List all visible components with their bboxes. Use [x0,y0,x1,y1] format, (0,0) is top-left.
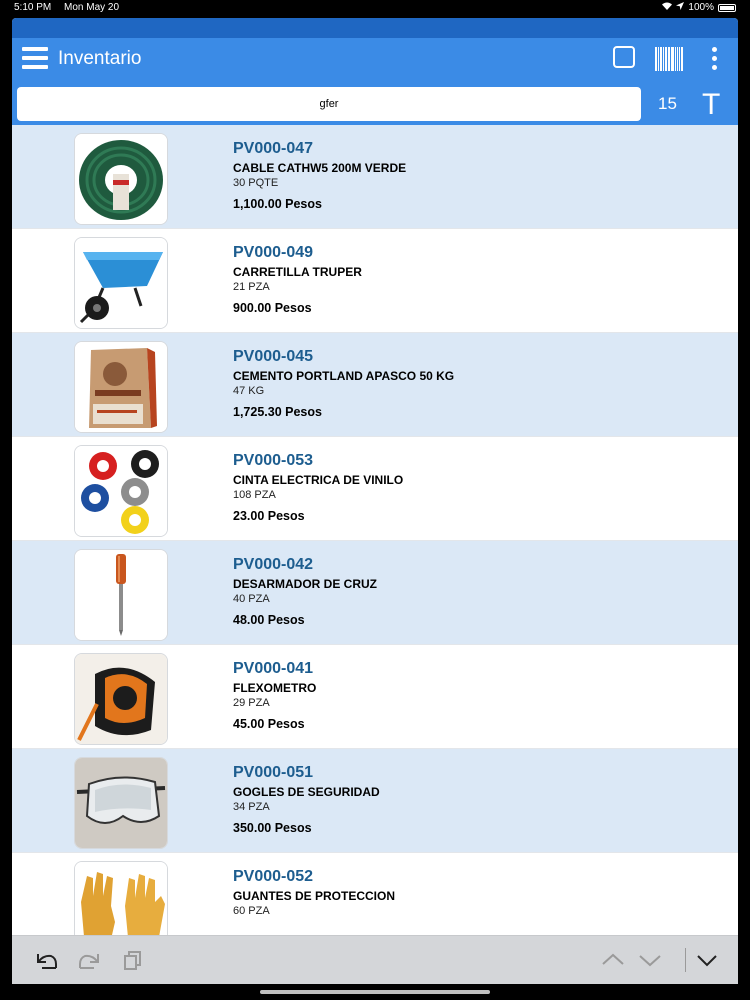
item-qty: 21 PZA [233,281,270,293]
item-price: 48.00 Pesos [233,613,305,627]
item-qty: 47 KG [233,385,265,397]
dismiss-keyboard-icon[interactable] [694,948,720,972]
status-date: Mon May 20 [64,2,120,13]
list-item[interactable] [12,749,738,853]
item-name: GUANTES DE PROTECCION [233,889,396,903]
item-qty: 34 PZA [233,801,270,813]
status-bar [0,0,750,16]
list-item[interactable] [12,333,738,437]
search-row [12,84,738,125]
location-icon [676,0,684,16]
paste-icon[interactable] [120,948,146,972]
search-input[interactable] [17,87,641,121]
item-price: 350.00 Pesos [233,821,312,835]
result-count: 15 [658,94,677,113]
list-item[interactable] [12,229,738,333]
list-item[interactable] [12,125,738,229]
status-time: 5:10 PM [14,2,52,13]
home-indicator [260,990,490,994]
item-qty: 60 PZA [233,905,270,917]
item-price: 900.00 Pesos [233,301,312,315]
text-format-icon[interactable]: T [702,88,721,121]
item-name: CARRETILLA TRUPER [233,265,362,279]
list-item[interactable] [12,541,738,645]
item-qty: 40 PZA [233,593,270,605]
item-code: PV000-052 [233,868,314,885]
item-code: PV000-053 [233,452,314,469]
screwdriver-image [74,549,168,641]
cement-bag-image [74,341,168,433]
list-item[interactable] [12,437,738,541]
tape-rolls-image [74,445,168,537]
chevron-down-icon[interactable] [637,948,663,972]
item-qty: 108 PZA [233,489,276,501]
item-name: GOGLES DE SEGURIDAD [233,785,380,799]
app-window [12,18,738,984]
battery-icon [718,4,736,12]
item-price: 45.00 Pesos [233,717,305,731]
toolbar-divider [685,948,686,972]
item-code: PV000-041 [233,660,314,677]
wifi-icon [662,0,672,16]
cable-coil-image [74,133,168,225]
gloves-image [74,861,168,935]
list-item[interactable] [12,853,738,935]
item-qty: 30 PQTE [233,177,279,189]
redo-icon[interactable] [76,948,102,972]
item-name: CINTA ELECTRICA DE VINILO [233,473,404,487]
page-title: Inventario [58,48,142,69]
app-bar [12,38,738,84]
item-code: PV000-042 [233,556,314,573]
item-code: PV000-045 [233,348,314,365]
bottom-toolbar [12,935,738,984]
item-qty: 29 PZA [233,697,270,709]
item-name: CEMENTO PORTLAND APASCO 50 KG [233,369,455,383]
item-name: FLEXOMETRO [233,681,317,695]
item-price: 1,725.30 Pesos [233,405,322,419]
list-item[interactable] [12,645,738,749]
select-square-icon[interactable] [613,46,635,68]
tape-measure-image [74,653,168,745]
barcode-icon[interactable] [655,47,683,71]
product-list[interactable] [12,125,738,935]
top-strip [12,18,738,38]
item-name: CABLE CATHW5 200M VERDE [233,161,407,175]
wheelbarrow-image [74,237,168,329]
battery-percent: 100% [688,2,714,13]
item-code: PV000-049 [233,244,314,261]
chevron-up-icon[interactable] [600,948,626,972]
undo-icon[interactable] [34,948,60,972]
more-vert-icon[interactable] [710,47,718,73]
item-price: 1,100.00 Pesos [233,197,322,211]
goggles-image [74,757,168,849]
menu-icon[interactable] [22,47,48,69]
item-code: PV000-051 [233,764,314,781]
item-name: DESARMADOR DE CRUZ [233,577,377,591]
item-price: 23.00 Pesos [233,509,305,523]
item-code: PV000-047 [233,140,314,157]
